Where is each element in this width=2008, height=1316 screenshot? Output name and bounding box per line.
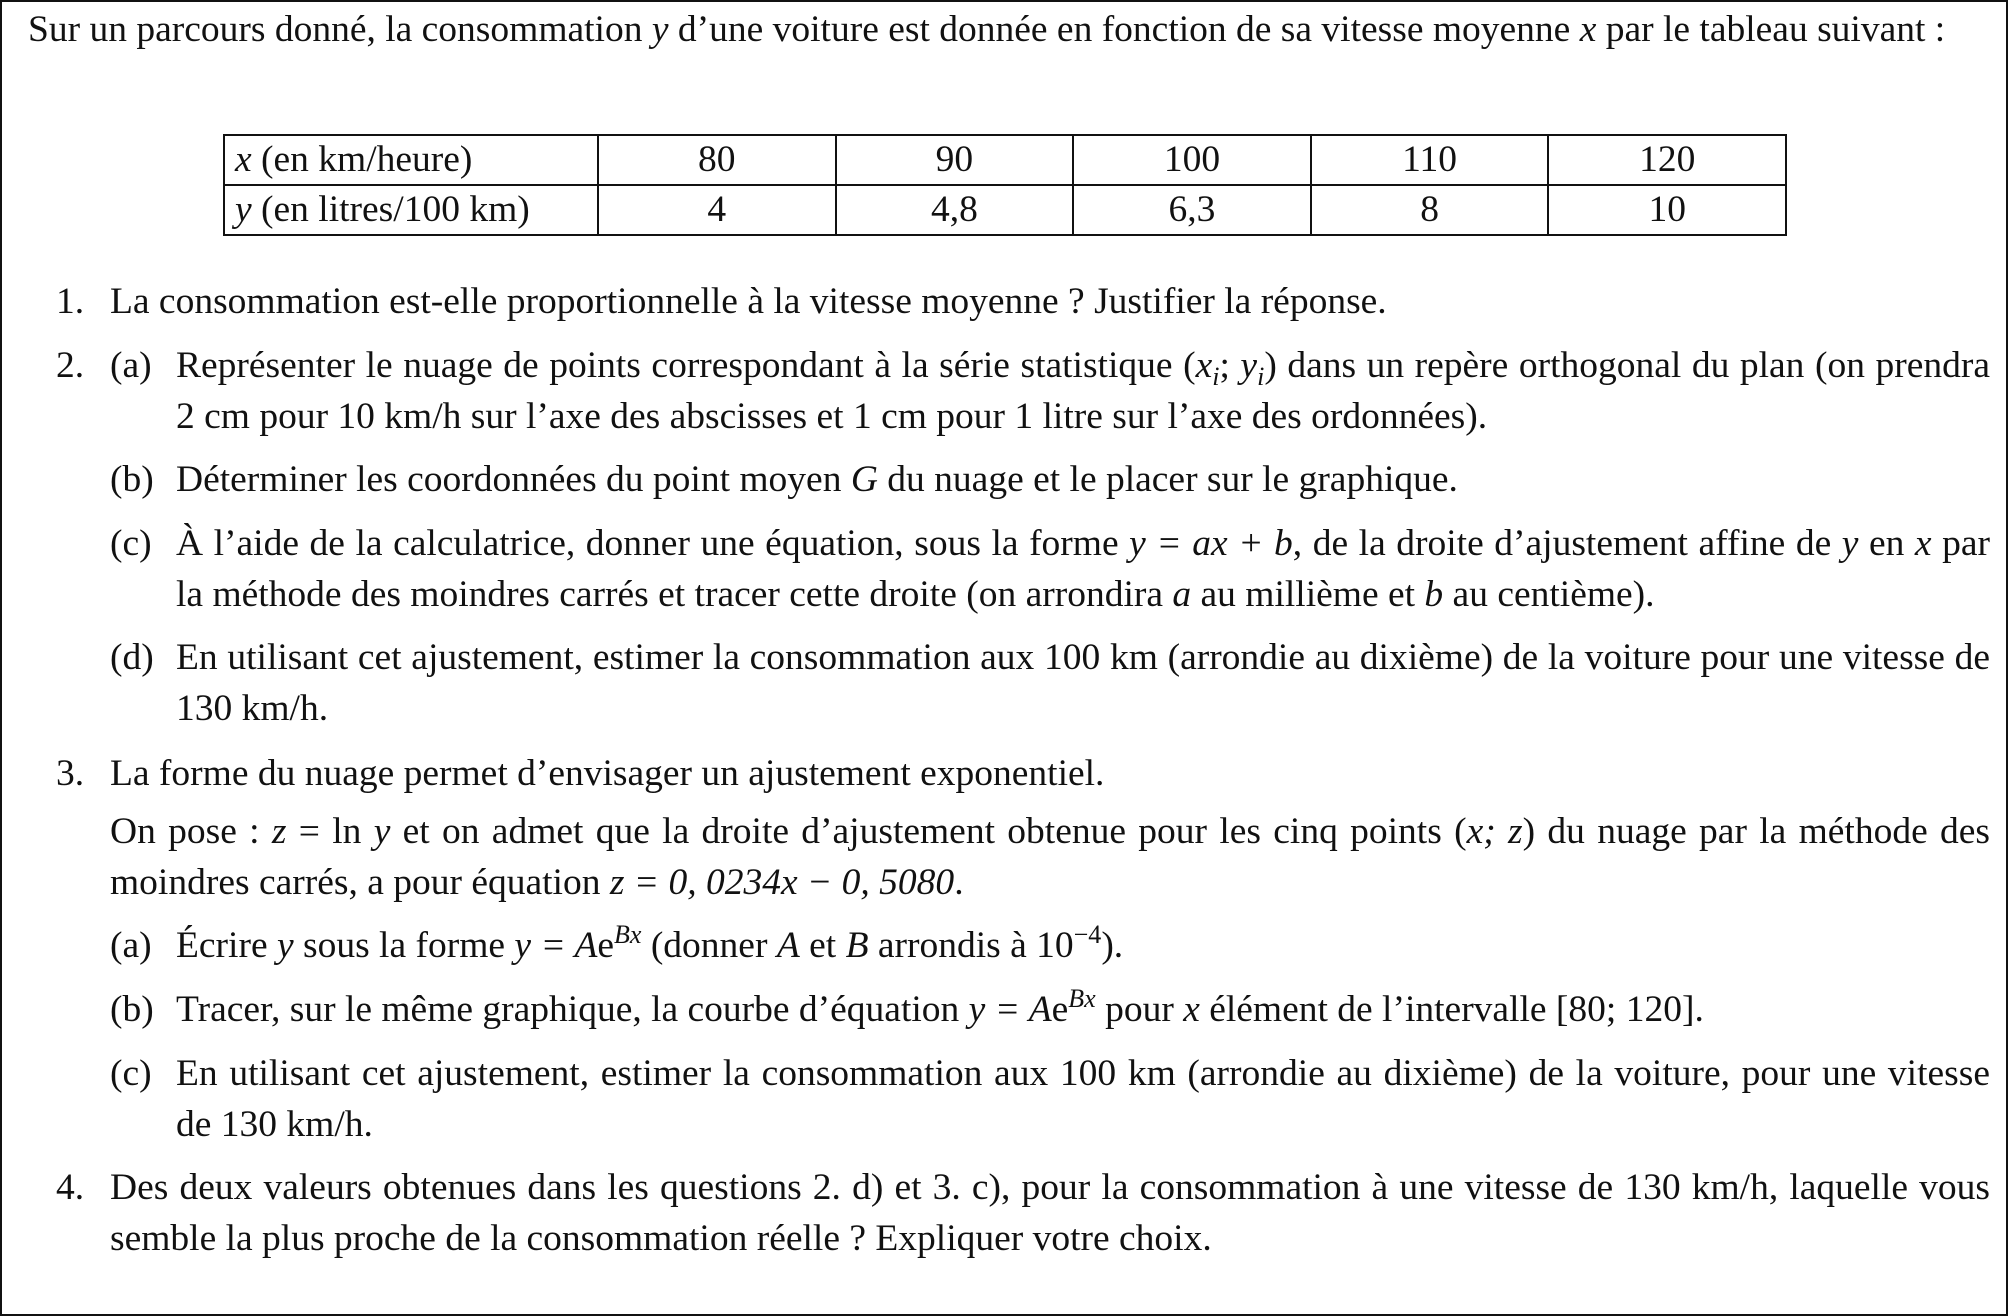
var-y: y (1841, 523, 1859, 564)
question-2-number: 2. (56, 345, 85, 386)
table-cell: 110 (1311, 135, 1549, 185)
equation: y = ax + b (1129, 523, 1293, 564)
power: −4 (1073, 920, 1102, 949)
question-2b-label: (b) (110, 459, 154, 500)
table-cell: 100 (1073, 135, 1311, 185)
text: par la méthode des moindres carrés et tracer cette droite (on arrondira (176, 523, 1991, 615)
var-b: B (845, 925, 869, 966)
row-header-speed (224, 135, 598, 185)
point-xz: x; z (1466, 811, 1523, 852)
equation: z = 0, 0234x − 0, 5080 (609, 862, 955, 903)
intro-text: par le tableau suivant : (1596, 9, 1946, 50)
question-3b-label: (b) (110, 989, 154, 1030)
table-cell: 80 (598, 135, 836, 185)
var-x: x (1579, 9, 1597, 50)
table-cell: 10 (1548, 185, 1786, 235)
text: au millième et (1191, 574, 1425, 615)
intro-text: Sur un parcours donné, la consommation (28, 9, 652, 50)
table-row-consumption (224, 185, 1786, 235)
intro-text: d’une voiture est donnée en fonction de sa vitesse moyenne (668, 9, 1580, 50)
question-2c-label: (c) (110, 523, 152, 564)
var-x: x (235, 139, 252, 180)
text: et (799, 925, 846, 966)
question-3-number: 3. (56, 753, 85, 794)
text: du nuage et le placer sur le graphique. (877, 459, 1458, 500)
question-1-text: La consommation est-elle proportionnelle à la vitesse moyenne ? Justifier la réponse. (110, 281, 1387, 322)
question-2a-text (176, 340, 1990, 442)
table-cell: 4,8 (836, 185, 1074, 235)
question-2a-label: (a) (110, 345, 152, 386)
question-2d-text: En utilisant cet ajustement, estimer la consommation aux 100 km (arrondie au dixième) de la voiture pour une vitesse de 130 km/h. (176, 637, 1990, 729)
table-cell: 120 (1548, 135, 1786, 185)
text: On pose : (110, 811, 272, 852)
question-3c-label: (c) (110, 1053, 152, 1094)
text: À l’aide de la calculatrice, donner une équation, sous la forme (176, 523, 1130, 564)
text: = ln (286, 811, 374, 852)
question-1-number: 1. (56, 281, 85, 322)
text: Tracer, sur le même graphique, la courbe d’équation (176, 989, 969, 1030)
text: en (1858, 523, 1915, 564)
var-x: x (1914, 523, 1932, 564)
text: . (954, 862, 964, 903)
equation: y = A (968, 989, 1052, 1030)
point-g: G (850, 459, 878, 500)
var-y: y (373, 811, 391, 852)
row-label: (en km/heure) (251, 139, 473, 180)
var-y: y (1240, 345, 1258, 386)
text: (donner (641, 925, 777, 966)
text: Représenter le nuage de points correspondant à la série statistique ( (176, 345, 1196, 386)
question-4-number: 4. (56, 1167, 85, 1208)
question-3-pose (110, 806, 1990, 908)
index-i: i (1212, 362, 1220, 391)
text: ) du nuage par la méthode des moindres carrés, a pour équation (110, 811, 1991, 903)
var-y: y (276, 925, 294, 966)
var-a: A (776, 925, 800, 966)
text: Écrire (176, 925, 277, 966)
text: ). (1101, 925, 1124, 966)
table-cell: 6,3 (1073, 185, 1311, 235)
var-b: b (1424, 574, 1444, 615)
exponent: Bx (1068, 984, 1096, 1013)
question-3a-label: (a) (110, 925, 152, 966)
index-i: i (1257, 362, 1265, 391)
question-3b-text (176, 984, 1990, 1035)
table-cell: 4 (598, 185, 836, 235)
question-4-text: Des deux valeurs obtenues dans les questions 2. d) et 3. c), pour la consommation à une vitesse de 130 km/h, laquelle vous semble la plus proche de la consommation réelle ? Expliquer votre choix. (110, 1167, 1990, 1259)
question-2d-label: (d) (110, 637, 154, 678)
intro-paragraph (28, 4, 1988, 55)
var-z: z (271, 811, 287, 852)
row-label: (en litres/100 km) (251, 189, 530, 230)
var-y: y (235, 189, 252, 230)
text: et on admet que la droite d’ajustement obtenue pour les cinq points ( (390, 811, 1467, 852)
table-row-speed (224, 135, 1786, 185)
text: Déterminer les coordonnées du point moyen (176, 459, 851, 500)
var-y: y (651, 9, 669, 50)
text: ; (1219, 345, 1241, 386)
question-2b-text (176, 454, 1990, 505)
question-2c-text (176, 518, 1990, 620)
exp-e: e (597, 925, 615, 966)
text: sous la forme (293, 925, 515, 966)
var-x: x (1183, 989, 1200, 1030)
data-table (223, 134, 1787, 236)
question-3-lead: La forme du nuage permet d’envisager un ajustement exponentiel. (110, 753, 1105, 794)
row-header-consumption (224, 185, 598, 235)
exponent: Bx (614, 920, 642, 949)
text: , de la droite d’ajustement affine de (1292, 523, 1842, 564)
text: arrondis à 10 (868, 925, 1074, 966)
text: ) dans un repère orthogonal du plan (on prendra 2 cm pour 10 km/h sur l’axe des abscisses et 1 cm pour 1 litre sur l’axe des ordonnées). (176, 345, 1991, 437)
text: pour (1095, 989, 1184, 1030)
text: au centième). (1443, 574, 1655, 615)
exp-e: e (1051, 989, 1069, 1030)
table-cell: 8 (1311, 185, 1549, 235)
var-x: x (1195, 345, 1213, 386)
equation: y = A (514, 925, 598, 966)
question-3a-text (176, 920, 1990, 971)
table-cell: 90 (836, 135, 1074, 185)
text: élément de l’intervalle [80; 120]. (1199, 989, 1704, 1030)
var-a: a (1172, 574, 1192, 615)
question-3c-text: En utilisant cet ajustement, estimer la consommation aux 100 km (arrondie au dixième) de la voiture, pour une vitesse de 130 km/h. (176, 1053, 1990, 1145)
